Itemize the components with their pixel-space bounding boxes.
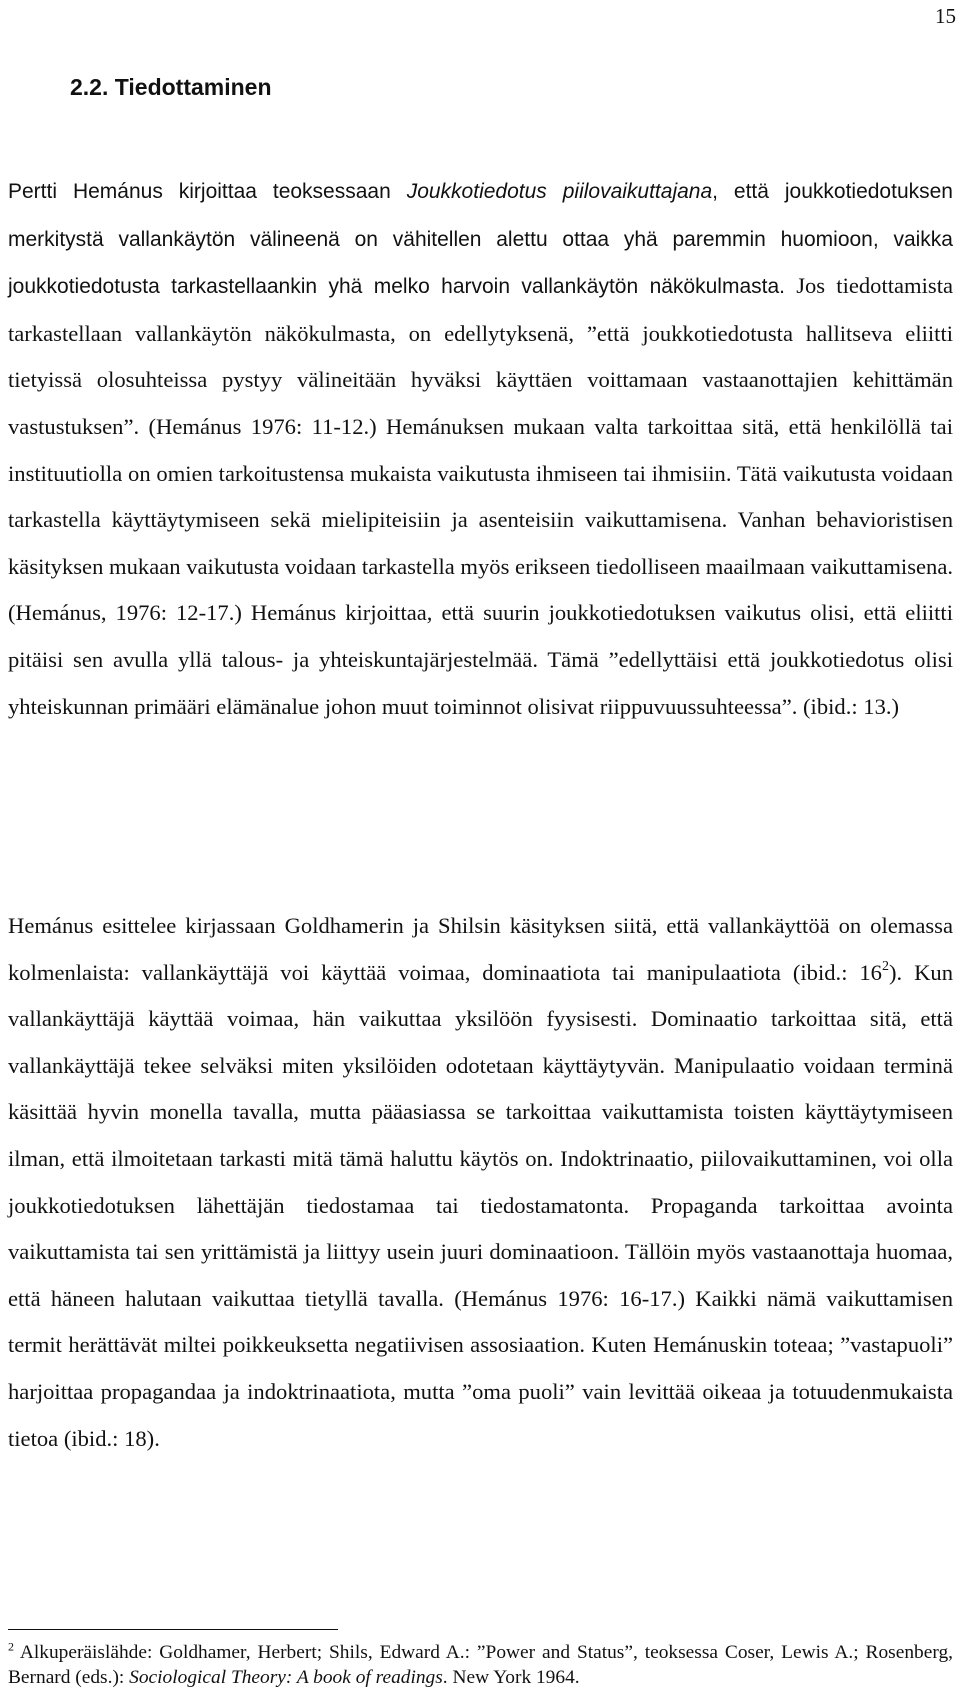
paragraph-text: Hemánus esittelee kirjassaan Goldhamerin ja Shilsin käsityksen siitä, että vallankäyttöä on olemassa kolmenlaista: vallankäyttäjä voi käyttää voimaa, dominaatiota tai manipulaatiota (ibid.: 16 xyxy=(8,913,953,985)
footnote-book-title: Sociological Theory: A book of readings xyxy=(129,1667,443,1688)
paragraph-text: Jos tiedottamista tarkastellaan vallankäytön näkökulmasta, on edellytyksenä, ”että joukkotiedotusta hallitseva eliitti tietyissä olosuhteissa pystyy välineitään hyväksi käyttäen voittamaan vastaanottajien kehittämän vastustuksen”. (Hemánus 1976: 11-12.) xyxy=(8,273,954,439)
paragraph-text: ). Kun vallankäyttäjä käyttää voimaa, hän vaikuttaa yksilöön fyysisesti. Dominaatio tarkoittaa sitä, että vallankäyttäjä tekee selväksi miten yksilöiden odotetaan käyttäytyvän. Manipulaatio voidaan terminä käsittää hyvin monella tavalla, mutta pääasiassa se tarkoittaa vaikuttamista toisten käyttäytymiseen ilman, että ilmoitetaan tarkasti mitä tämä haluttu käytös on. Indoktrinaatio, piilovaikuttaminen, voi olla joukkotiedotuksen lähettäjän tiedostamaa tai tiedostamatonta. Propaganda tarkoittaa avointa vaikuttamista tai sen yrittämistä ja liittyy usein juuri dominaatioon. Tällöin myös vastaanottaja huomaa, että häneen halutaan vaikuttaa tietyllä tavalla. (Hemánus 1976: 16-17.) Kaikki nämä vaikuttamisen termit herättävät miltei poikkeuksetta negatiivisen assosiaation. Kuten Hemánuskin toteaa; ”vastapuoli” harjoittaa propagandaa ja indoktrinaatiota, mutta ”oma puoli” vain levittää oikeaa ja totuudenmukaista tietoa (ibid.: 18). xyxy=(8,959,953,1451)
section-heading: 2.2. Tiedottaminen xyxy=(70,74,272,100)
paragraph-text: Hemánuksen mukaan valta tarkoittaa sitä, että henkilöllä tai instituutiolla on omien tarkoitustensa mukaista vaikutusta ihmiseen tai ihmisiin. Tätä vaikutusta voidaan tarkastella käyttäytymiseen sekä mielipiteisiin ja asenteisiin vaikuttamisena. Vanhan behavioristisen käsityksen mukaan vaikutusta voidaan tarkastella myös erikseen tiedolliseen maailmaan vaikuttamisena. (Hemánus, 1976: 12-17.) Hemánus kirjoittaa, että suurin joukkotiedotuksen vaikutus olisi, että eliitti pitäisi sen avulla yllä talous- ja yhteiskuntajärjestelmää. Tämä ”edellyttäisi että joukkotiedotus olisi yhteiskunnan primääri elämänalue johon muut toiminnot olisivat riippuvuussuhteessa”. (ibid.: 13.) xyxy=(8,413,953,719)
footnote-reference: 2 xyxy=(881,958,889,974)
footnote-marker: 2 xyxy=(8,1639,15,1654)
paragraph-text: , että joukkotiedotuksen merkitystä vallankäytön välineenä on vähitellen alettu ottaa yhä paremmin huomioon, vaikka joukkotiedotusta tarkastellaankin yhä melko harvoin vallankäytön näkökulmasta. xyxy=(8,180,953,299)
footnote-divider xyxy=(8,1629,338,1630)
book-title: Joukkotiedotus piilovaikuttajana xyxy=(406,180,713,203)
paragraph-text: Pertti Hemánus kirjoittaa teoksessaan xyxy=(8,180,407,203)
page-number: 15 xyxy=(935,4,956,28)
footnote-text: Alkuperäislähde: Goldhamer, Herbert; Shils, Edward A.: ”Power and Status”, teoksessa Coser, Lewis A.; Rosenberg, Bernard (eds.): xyxy=(8,1642,953,1688)
paragraph xyxy=(8,168,953,730)
paragraph xyxy=(8,903,953,1462)
footnote xyxy=(8,1640,953,1690)
footnote-text: . New York 1964. xyxy=(442,1667,580,1688)
